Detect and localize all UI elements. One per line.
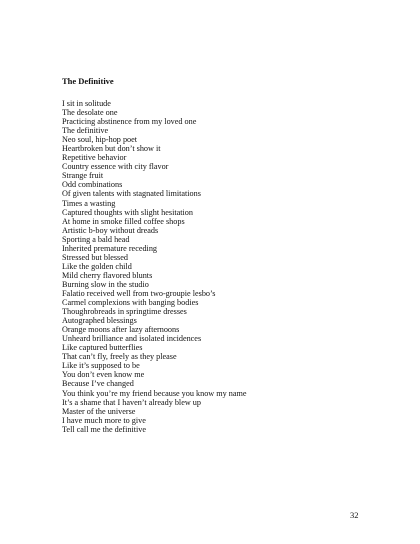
poem-line: Odd combinations	[62, 180, 123, 190]
poem-line: Times a wasting	[62, 198, 116, 208]
poem-line: Artistic b-boy without dreads	[62, 225, 159, 235]
poem-line: Inherited premature receding	[62, 243, 158, 253]
poem-line: Orange moons after lazy afternoons	[62, 325, 180, 335]
poem-body	[62, 99, 247, 434]
poem-line: Stressed but blessed	[62, 252, 128, 262]
poem-line: Burning slow in the studio	[62, 279, 149, 289]
poem-line: I have much more to give	[62, 415, 146, 425]
poem-line: Falatio received well from two-groupie lesbo’s	[62, 288, 216, 298]
poem-line: Carmel complexions with banging bodies	[62, 298, 199, 308]
page-number: 32	[350, 510, 359, 520]
poem-line: Strange fruit	[62, 171, 104, 181]
poem-line: Captured thoughts with slight hesitation	[62, 207, 193, 217]
poem-line: You think you’re my friend because you know my name	[62, 388, 247, 398]
poem-line: You don’t even know me	[62, 370, 145, 380]
poem-line: Unheard brilliance and isolated incidences	[62, 334, 202, 344]
poem-line: Like it’s supposed to be	[62, 361, 140, 371]
poem-line: The desolate one	[62, 108, 118, 118]
poem-line: It’s a shame that I haven’t already blew up	[62, 397, 201, 407]
poem-line: Tell call me the definitive	[62, 424, 146, 434]
poem-line: Like captured butterflies	[62, 343, 143, 353]
poem-line: Of given talents with stagnated limitations	[62, 189, 201, 199]
poem-line: Master of the universe	[62, 406, 136, 416]
poem-line: Heartbroken but don’t show it	[62, 144, 161, 154]
poem-line: The definitive	[62, 126, 109, 136]
poem-line: Neo soul, hip-hop poet	[62, 135, 138, 145]
poem-line: That can’t fly, freely as they please	[62, 352, 177, 362]
poem-line: Sporting a bald head	[62, 234, 130, 244]
poem-line: At home in smoke filled coffee shops	[62, 216, 185, 226]
poem-line: Thoughrobreads in springtime dresses	[62, 307, 187, 317]
poem-line: Repetitive behavior	[62, 153, 127, 163]
poem-line: Like the golden child	[62, 261, 132, 271]
poem-line: Mild cherry flavored blunts	[62, 270, 153, 280]
poem-line: I sit in solitude	[62, 99, 111, 108]
poem-line: Country essence with city flavor	[62, 162, 169, 172]
poem-line: Practicing abstinence from my loved one	[62, 117, 197, 127]
poem-title: The Definitive	[62, 76, 114, 86]
poem-line: Because I’ve changed	[62, 379, 134, 389]
poem-line: Autographed blessings	[62, 316, 137, 326]
